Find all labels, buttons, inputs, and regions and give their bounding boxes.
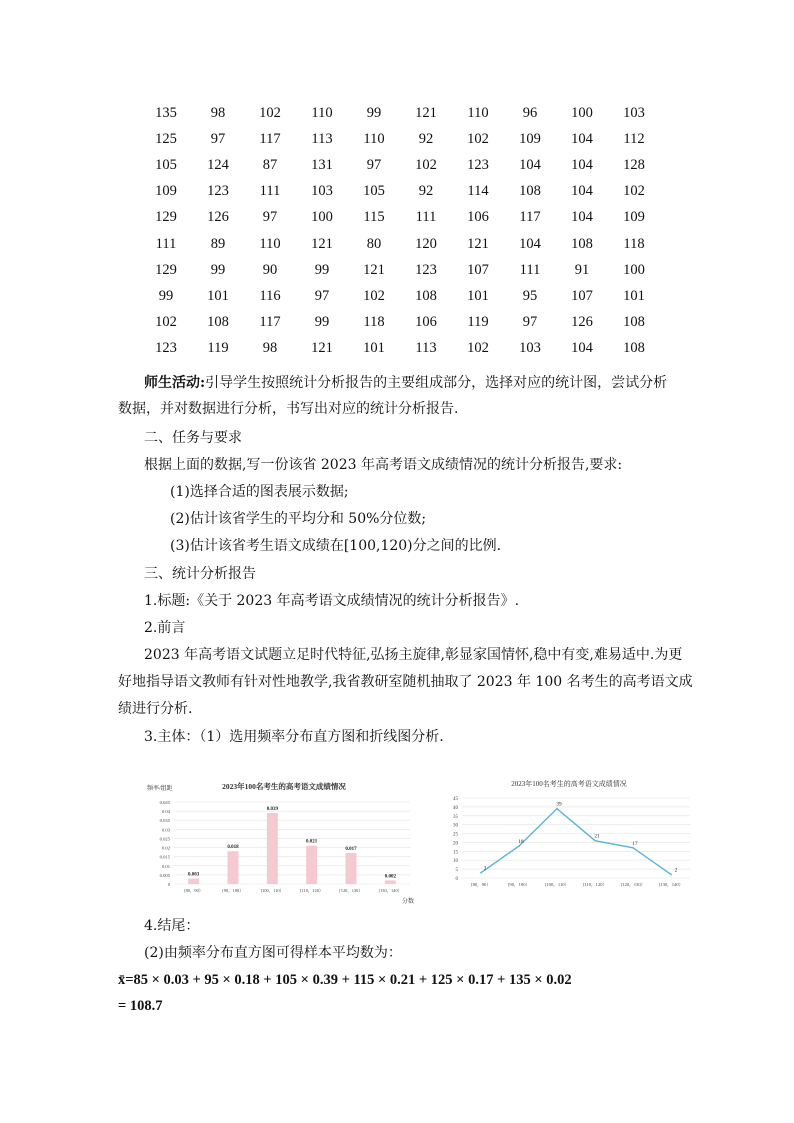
table-cell: 111 (259, 183, 281, 200)
table-cell: 111 (415, 209, 437, 226)
table-cell: 87 (262, 156, 278, 173)
histogram-y-tick: 0.025 (159, 836, 170, 842)
table-cell: 99 (314, 261, 330, 278)
frequency-histogram-chart (144, 772, 420, 908)
table-cell: 128 (623, 156, 645, 173)
table-cell: 109 (519, 130, 541, 147)
table-cell: 102 (363, 287, 385, 304)
line-chart-y-tick: 10 (453, 859, 458, 865)
table-cell: 110 (259, 235, 281, 252)
histogram-category-label: [120，130） (339, 888, 363, 893)
line-point-label: 39 (556, 801, 562, 808)
table-cell: 118 (363, 314, 385, 331)
line-point (480, 872, 482, 874)
histogram-y-tick: 0.03 (161, 827, 170, 833)
table-cell: 113 (415, 340, 437, 357)
table-cell: 125 (155, 130, 177, 147)
line-point (556, 808, 558, 810)
table-cell: 131 (311, 156, 333, 173)
table-cell: 109 (155, 183, 177, 200)
activity-line-1: 师生活动:引导学生按照统计分析报告的主要组成部分，选择对应的统计图，尝试分析 (144, 375, 668, 391)
activity-label: 师生活动: (144, 375, 206, 391)
table-cell: 121 (415, 104, 437, 121)
histogram-category-label: [90，100） (222, 888, 244, 893)
conclusion-heading: 4.结尾： (144, 918, 200, 934)
activity-line-2: 数据，并对数据进行分析，书写出对应的统计分析报告. (118, 401, 459, 417)
table-cell: 109 (623, 209, 645, 226)
histogram-y-tick: 0.04 (161, 809, 170, 815)
table-row (140, 126, 660, 152)
line-chart-y-tick: 35 (453, 814, 458, 820)
line-chart-y-tick: 15 (453, 850, 458, 856)
histogram-y-tick: 0.005 (159, 872, 170, 878)
table-row (140, 100, 660, 126)
table-cell: 103 (311, 183, 333, 200)
histogram-bar-label: 0.021 (306, 839, 318, 845)
histogram-y-tick: 0.02 (161, 845, 170, 851)
line-point-label: 17 (632, 840, 638, 847)
table-cell: 100 (311, 209, 333, 226)
table-cell: 102 (259, 104, 281, 121)
histogram-bar-label: 0.039 (266, 806, 278, 812)
line-chart-y-tick: 25 (453, 832, 458, 838)
table-cell: 95 (522, 287, 538, 304)
line-chart-category-label: [90，100） (507, 882, 531, 887)
histogram-bar-label: 0.018 (227, 845, 239, 851)
histogram-bar (306, 846, 317, 884)
table-cell: 99 (366, 104, 382, 121)
histogram-bar (228, 851, 239, 884)
table-cell: 135 (155, 104, 177, 121)
table-cell: 126 (207, 209, 229, 226)
table-cell: 97 (210, 130, 226, 147)
table-cell: 102 (415, 156, 437, 173)
table-cell: 116 (259, 287, 281, 304)
table-cell: 108 (519, 183, 541, 200)
histogram-y-tick: 0.01 (161, 863, 170, 869)
line-chart-y-tick: 30 (453, 823, 458, 829)
frequency-line-chart (444, 772, 694, 892)
histogram-y-tick: 0.035 (159, 818, 170, 824)
task-item-1: (1)选择合适的图表展示数据; (170, 484, 349, 500)
histogram-bar (267, 813, 278, 884)
table-row (140, 257, 660, 283)
table-cell: 100 (623, 261, 645, 278)
table-cell: 111 (155, 235, 177, 252)
table-cell: 108 (571, 235, 593, 252)
table-cell: 121 (311, 235, 333, 252)
histogram-y-tick: 0 (167, 882, 170, 887)
table-row (140, 310, 660, 336)
table-cell: 129 (155, 209, 177, 226)
line-chart-y-tick: 40 (453, 805, 458, 811)
table-cell: 108 (623, 314, 645, 331)
table-cell: 89 (210, 235, 226, 252)
preface-line-2: 好地指导语文教师有针对性地教学,我省教研室随机抽取了 2023 年 100 名考生的高考语文成 (118, 674, 693, 690)
table-cell: 102 (467, 340, 489, 357)
line-chart-title: 2023年100名考生的高考语文成绩情况 (511, 780, 627, 788)
table-cell: 102 (623, 183, 645, 200)
preface-line-1: 2023 年高考语文试题立足时代特征,弘扬主旋律,彰显家国情怀,稳中有变,难易适中.为更 (144, 647, 683, 663)
table-cell: 119 (207, 340, 229, 357)
preface-line-3: 绩进行分析. (118, 701, 193, 717)
table-cell: 108 (623, 340, 645, 357)
line-point-label: 21 (594, 833, 600, 840)
line-point-label: 3 (483, 865, 487, 872)
histogram-bar (346, 853, 357, 884)
table-cell: 103 (519, 340, 541, 357)
table-cell: 126 (571, 314, 593, 331)
table-cell: 117 (259, 130, 281, 147)
report-body-line: 3.主体：（1）选用频率分布直方图和折线图分析. (144, 729, 444, 745)
line-chart-category-label: [120，130） (620, 882, 646, 887)
line-point (670, 874, 672, 876)
table-cell: 117 (259, 314, 281, 331)
histogram-y-tick: 0.045 (159, 800, 170, 805)
histogram-title: 2023年100名考生的高考语文成绩情况 (222, 782, 346, 791)
table-cell: 108 (207, 314, 229, 331)
table-cell: 97 (366, 156, 382, 173)
table-cell: 120 (415, 235, 437, 252)
histogram-x-label: 分数 (402, 899, 415, 905)
histogram-category-label: [130，140） (378, 888, 403, 893)
table-cell: 118 (623, 235, 645, 252)
table-row (140, 179, 660, 205)
table-cell: 114 (467, 183, 489, 200)
histogram-category-label: [100，110） (260, 888, 284, 893)
table-cell: 110 (363, 130, 385, 147)
mean-result: = 108.7 (118, 998, 163, 1014)
table-cell: 107 (571, 287, 593, 304)
table-cell: 100 (571, 104, 593, 121)
table-cell: 123 (415, 261, 437, 278)
mean-statement: (2)由频率分布直方图可得样本平均数为： (144, 945, 402, 961)
table-cell: 112 (623, 130, 645, 147)
mean-formula: x̄=85 × 0.03 + 95 × 0.18 + 105 × 0.39 + 115 × 0.21 + 125 × 0.17 + 135 × 0.02 (118, 972, 572, 988)
line-chart-y-tick: 45 (453, 797, 458, 802)
line-chart-category-label: [110，120） (582, 882, 608, 887)
line-series (481, 809, 671, 875)
table-cell: 119 (467, 314, 489, 331)
table-cell: 123 (467, 156, 489, 173)
table-row (140, 336, 660, 362)
table-cell: 99 (158, 287, 174, 304)
table-cell: 103 (623, 104, 645, 121)
table-cell: 107 (467, 261, 489, 278)
task-intro: 根据上面的数据,写一份该省 2023 年高考语文成绩情况的统计分析报告,要求: (144, 457, 623, 473)
line-chart-y-tick: 5 (455, 868, 458, 874)
table-cell: 102 (467, 130, 489, 147)
line-point-label: 2 (674, 867, 678, 874)
table-cell: 104 (571, 209, 593, 226)
task-item-2: (2)估计该省学生的平均分和 50%分位数; (170, 511, 427, 527)
table-cell: 96 (522, 104, 538, 121)
table-cell: 99 (314, 314, 330, 331)
line-point (594, 840, 596, 842)
line-chart-category-label: [80，90） (471, 882, 491, 887)
table-cell: 98 (262, 340, 278, 357)
histogram-bar-label: 0.017 (345, 847, 357, 853)
table-cell: 99 (210, 261, 226, 278)
report-title-line: 1.标题:《关于 2023 年高考语文成绩情况的统计分析报告》. (144, 593, 520, 609)
table-cell: 110 (311, 104, 333, 121)
table-cell: 108 (415, 287, 437, 304)
table-cell: 123 (155, 340, 177, 357)
table-row (140, 283, 660, 309)
histogram-y-tick: 0.015 (159, 854, 170, 860)
table-cell: 97 (314, 287, 330, 304)
table-cell: 129 (155, 261, 177, 278)
table-cell: 90 (262, 261, 278, 278)
preface-heading: 2.前言 (144, 620, 186, 636)
table-row (140, 231, 660, 257)
table-cell: 97 (262, 209, 278, 226)
table-cell: 92 (418, 183, 434, 200)
line-chart-category-label: [130，140） (658, 882, 684, 887)
histogram-bar (188, 879, 199, 884)
line-chart-category-label: [100，110） (544, 882, 570, 887)
table-row (140, 205, 660, 231)
table-row (140, 152, 660, 178)
table-cell: 92 (418, 130, 434, 147)
table-cell: 111 (519, 261, 541, 278)
table-cell: 104 (571, 340, 593, 357)
table-cell: 101 (467, 287, 489, 304)
section-heading-report: 三、统计分析报告 (144, 566, 256, 582)
score-data-table (140, 100, 660, 362)
table-cell: 110 (467, 104, 489, 121)
line-chart-y-tick: 20 (453, 841, 458, 847)
histogram-category-label: [80，90） (184, 888, 204, 893)
table-cell: 102 (155, 314, 177, 331)
line-chart-y-tick: 0 (455, 877, 458, 882)
histogram-bar-label: 0.003 (188, 872, 200, 878)
line-point (518, 845, 520, 847)
table-cell: 104 (519, 235, 541, 252)
table-cell: 101 (363, 340, 385, 357)
histogram-bar (385, 880, 396, 884)
line-point (632, 847, 634, 849)
histogram-category-label: [110，120） (300, 888, 324, 893)
section-heading-tasks: 二、任务与要求 (144, 430, 242, 446)
table-cell: 121 (467, 235, 489, 252)
table-cell: 104 (571, 130, 593, 147)
table-cell: 104 (519, 156, 541, 173)
table-cell: 124 (207, 156, 229, 173)
table-cell: 91 (574, 261, 590, 278)
table-cell: 121 (363, 261, 385, 278)
histogram-bar-label: 0.002 (384, 874, 396, 880)
table-cell: 106 (467, 209, 489, 226)
line-point-label: 18 (518, 839, 524, 845)
task-item-3: (3)估计该省考生语文成绩在[100,120)分之间的比例. (170, 538, 502, 554)
histogram-y-label: 频率/组距 (147, 786, 173, 792)
table-cell: 113 (311, 130, 333, 147)
table-cell: 98 (210, 104, 226, 121)
table-cell: 105 (155, 156, 177, 173)
table-cell: 101 (623, 287, 645, 304)
table-cell: 80 (366, 235, 382, 252)
table-cell: 106 (415, 314, 437, 331)
table-cell: 123 (207, 183, 229, 200)
table-cell: 97 (522, 314, 538, 331)
table-cell: 104 (571, 183, 593, 200)
table-cell: 101 (207, 287, 229, 304)
table-cell: 104 (571, 156, 593, 173)
table-cell: 117 (519, 209, 541, 226)
table-cell: 115 (363, 209, 385, 226)
table-cell: 121 (311, 340, 333, 357)
table-cell: 105 (363, 183, 385, 200)
